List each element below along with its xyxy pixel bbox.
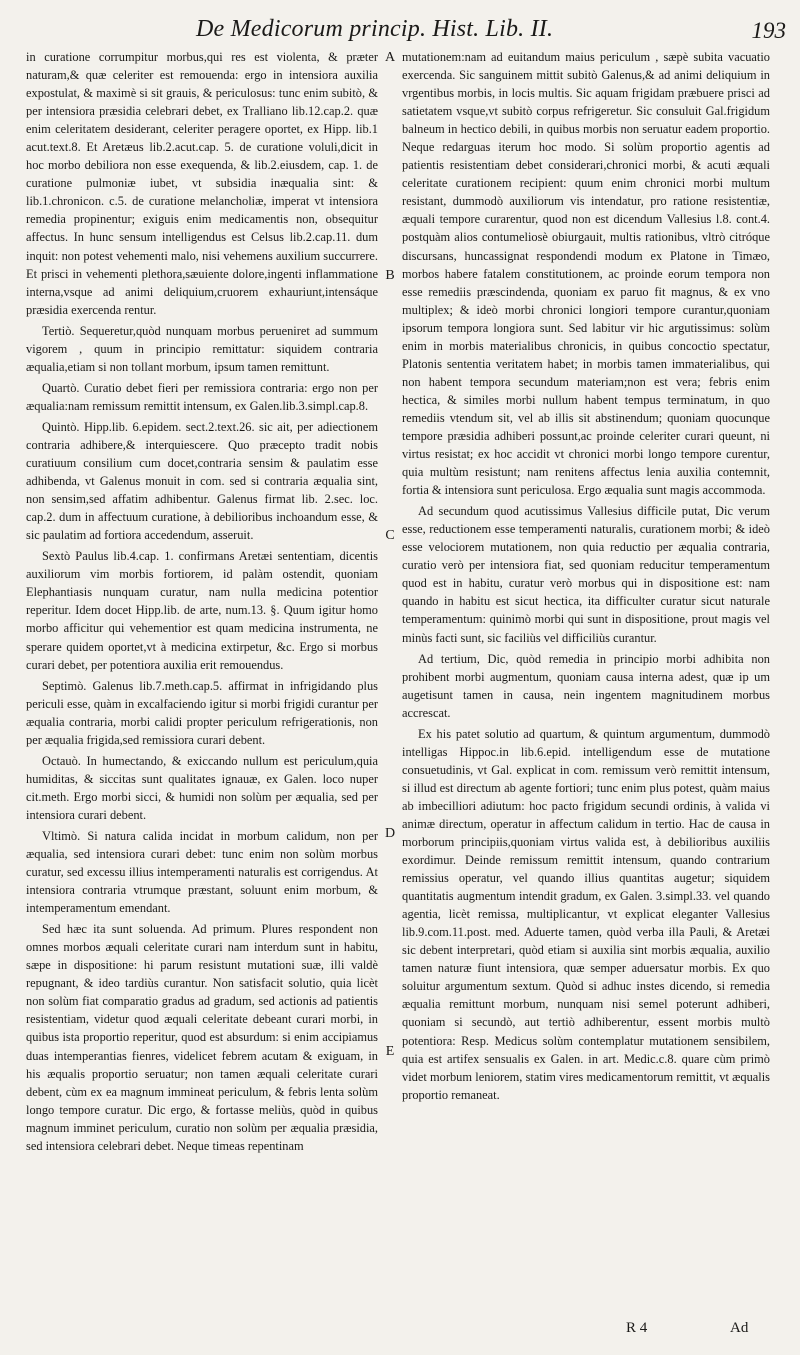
running-title: De Medicorum princip. Hist. Lib. II. — [196, 16, 554, 42]
right-paragraph-3: Ad tertium, Dic, quòd remedia in principio morbi adhibita non prohibent morbi augmentum, quoniam causa interna adest, quæ ip um augetisunt tamen in causa, nein ingentem magnitudinem morbus accrescat. — [402, 651, 770, 720]
right-paragraph-2: Ad secundum quod acutissimus Vallesius difficile putat, Dic verum esse, reductionem esse temperamenti naturalis, curationem morbi; & ideò esse velociorem mutationem, non quia reductio per æqualia contraria, curatio verò per intensiora fiat, sed quoniam reducitur temperamentum quod est in habitu, curatur verò morbus qui in dispositione est: nam quando in habitu est sicut hectica, ita difficulter curatur sicut naturale temperamentum: quinimò morbi qui sunt in dispositione, prout magis vel minùs facti sunt, sic faciliùs vel difficiliùs curantur. — [402, 504, 770, 645]
page-footer — [0, 1320, 800, 1344]
running-head — [0, 14, 800, 48]
right-paragraph-1: mutationem:nam ad euitandum maius periculum , sæpè subita vacuatio exercenda. Sic sanguinem mittit subitò Galenus,& ad animi deliquium in vrgentibus morbis, in locis multis. Sic aquam frigidam præbuere prisci ad satietatem vsque,vt subitò corpus refrigeretur. Sic consuluit Gal.frigidum balneum in hectico debili, in quibus morbis non seruatur eadem proportio. Neque redarguas iterum hoc modo. Si solùm proportio agentis ad patientis resistentiam debet considerari,chronici morbi, & acuti æquali celeritate curationem recipient: quum enim chronici morbi multum resistant, dummodò auxiliorum vis intendatur, pro ratione resistentiæ, æquali tempore curarentur, quod non est dicendum Vallesius l.8. cont.4. postquàm alios contumeliosè obiurgauit, multis rationibus, vltrò citróque discursans, huncassignat respondendi modum ex Platone in Timæo, morbos habere fatalem constitutionem, ac proinde eorum tempora non esse remediis præscindenda, quoniam ex paruo fit magnus, & ex vno multiplex; & ideò morbi chronici longiori tempore curantur,quoniam ipsorum tempora longiora sunt. Sed labitur vir hic argutissimus: solùm enim in morbis materialibus chronicis, in quibus concoctio spectatur, Platonis sententia veritatem habet; in morbis tamen immaterialibus, qui non habent tempora secundum materiam;non est vera; febris enim hectica, & similes morbi nullum habent tempus terminatum, in quo remediis vtendum sit, vel ab illis sit abstinendum; quoniam quocunque tempore præsidia adhiberi possunt,ac proinde celeriter curari queunt, ni virtus resistat; ex hoc accidit vt chronici morbi longo tempore curentur, quia multùm resistunt; nam renitens affectus lenia auxilia contemnit, fortia & intensiora sunt periculosa. Ergo æqualia sunt magis accommoda. — [402, 50, 770, 498]
left-paragraph-8: Vltimò. Si natura calida incidat in morbum calidum, non per æqualia, sed intensiora curari debet: tunc enim non solùm morbus curatur, sed excessu illius intemperamenti naturalis est corrigendus. At intensiora contraria vtrumque præstant, soluunt enim morbum, & intemperamentum emendant. — [26, 828, 378, 916]
signature-mark: R 4 — [626, 1320, 648, 1336]
right-paragraph-4: Ex his patet solutio ad quartum, & quintum argumentum, dummodò intelligas Hippoc.in lib.6.epid. intelligendum esse de mutatione consuetudinis, vt Gal. explicat in com. remissum verò remittit intensum, si illud est directum ab agente fortiori; tunc enim plus potest, quàm maius ab imbecilliori adiutum: hoc pacto frigidum secundi ordinis, à valida vi animæ directum, operatur in affectum calidum in tertio. Hac de causa in morborum principiis,quoniam virtus valida est, à debilioribus auxiliis exordimur. Deinde remissum remittit intensum, quando contrarium remissius operatur, vel quando illius quantitas augetur; siquidem quantitatis augmentum intendit gradum, ex Galen. 3.simpl.33. vel quando agentia, licèt remissa, multiplicantur, vt explicat eleganter Vallesius lib.9.com.11.post. med. Aduerte tamen, quòd verba illa Pauli, & Aretæi sic debent interpretari, quòd etiam si auxilia sint morbis æqualia, auxilio tamen naturæ fiunt intensiora, quæ semper aduersatur morbis. Ex quo soluitur argumentum sextum. Quòd si adhuc instes dicendo, si remedia æqualia remittunt morbum, nunquam nisi semel poterunt adhiberi, quoniam si secundò, aut tertiò adhiberentur, essent morbis multò potentiora: Resp. Medicus solùm contemplatur mutationem sensibilem, quia est artifex sensualis ex Galen. in art. Medic.c.8. quare cùm primò videt morbum leniorem, statim vires medicamentorum remittit, vt æqualis proportio remaneat. — [402, 726, 770, 1102]
left-paragraph-2: Tertiò. Sequeretur,quòd nunquam morbus perueniret ad summum vigorem , quum in principio remittatur: siquidem contraria æqualia,etiam si non tollant morbum, ipsum tamen remittunt. — [26, 323, 378, 374]
margin-letter-c: C — [385, 528, 395, 543]
left-paragraph-4: Quintò. Hipp.lib. 6.epidem. sect.2.text.26. sic ait, per adiectionem contraria adhibere,& interquiescere. Quo præcepto tradit nobis curatiuum consilium cum docet,contraria sensim & paulatim esse adhibenda, vt Galenus monuit in com. sed si contraria æqualia sint, non sensim,sed affatim adhibentur. Galenus firmat lib. 2.sec. loc. cap.2. dum in affectuum curatione, à debilioribus inchoandum esse, & sic paulatim ad fortiora accedendum, asseruit. — [26, 419, 378, 543]
margin-letter-b: B — [385, 268, 395, 283]
margin-letter-d: D — [384, 826, 396, 841]
left-paragraph-5: Sextò Paulus lib.4.cap. 1. confirmans Aretæi sententiam, dicentis auxiliorum vim morbis fortiorem, id palàm ostendit, quoniam Elephantiasis nunquam curatur, nam nulla medicina potentior reperitur. Idem docet Hipp.lib. de arte, num.13. §. Quum igitur homo morbo afficitur qui vehementior est quam medicina instrumenta, ne sperare quidem oportet,vt à medicina extirpetur, &c. Ergo si morbus curari debet, per potentiora auxilia erit remouendus. — [26, 549, 378, 672]
left-column — [26, 48, 378, 1158]
page-number: 193 — [751, 18, 786, 43]
margin-letter-a: A — [384, 50, 396, 65]
left-paragraph-3: Quartò. Curatio debet fieri per remissiora contraria: ergo non per æqualia:nam remissum remittit intensum, ex Galen.lib.3.simpl.cap.8. — [26, 380, 378, 413]
left-paragraph-9: Sed hæc ita sunt soluenda. Ad primum. Plures respondent non omnes morbos æquali celeritate curari nam interdum sunt in habitu, sæpe in dispositione: hi parum resistunt mutationi suæ, illi valdè repugnant, & ideo tardiùs curantur. Non satisfacit solutio, quia licèt non solùm fiat comparatio gradus ad gradum, sed actionis ad patientis resistentiam, videtur quod æquali celeritate debeant curari morbi, in quibus ista proportio reperitur, quod est absurdum: si enim accipiamus duas intemperantias fienres, videlicet febrem acutam & exiguam, in his æqualis proportio seruatur; non tamen æquali celeritate curari debent, cùm ex ea magnum immineat periculum, & febris lenta solùm longo tempore curatur. Dic ergo, & fortasse meliùs, quòd in quibus magnum imminet periculum, curatio non solùm per æqualia præsidia, sed intensiora celebrari debet. Neque timeas repentinam — [26, 922, 378, 1153]
left-paragraph-6: Septimò. Galenus lib.7.meth.cap.5. affirmat in infrigidando plus periculi esse, quàm in excalfaciendo igitur si morbi frigidi curantur per æqualia contraria, morbi calidi propter periculum refrigerationis, non per æqualia frigida,sed remissiora curari debent. — [26, 678, 378, 747]
left-paragraph-1: in curatione corrumpitur morbus,qui res est violenta, & præter naturam,& quæ celeriter est remouenda: ergo in intensiora auxilia expostulat, & maximè si sit grauis, & periculosus: tunc enim subitò, & per intensiora præsidia celebrari debet, ex Tralliano lib.12.cap.2. quæ enim celeritatem desiderant, celeriter peragere oportet, ex Hipp. lib.1 acut.text.8. Et Aretæus lib.2.acut.cap. 5. de curatione voluli,dicit in hoc morbo debiliora non esse exequenda, & lib.2.eiusdem, cap. 1. de curatione pulmoniæ iubet, vt subsidia inæqualia sint: & lib.1.chronicon. c.5. de curatione melancholiæ, imperat vt intensiora remedia propinentur; exiguis enim medicamentis non, obsequitur affectus. In hunc sensum intelligendus est Celsus lib.2.cap.11. dum inquit: non potest vehementi malo, nisi vehemens auxilium succurrere. Et prisci in vehementi plethora,sæuiente dolore,ingenti inflammatione interna,vsque ad animi deliquium,cruorem exhauriunt,intensáque præsidia exercenda rentur. — [26, 50, 378, 317]
right-column — [402, 48, 770, 1107]
margin-letter-e: E — [385, 1044, 395, 1059]
left-paragraph-7: Octauò. In humectando, & exiccando nullum est periculum,quia humiditas, & siccitas sunt qualitates ignauæ, ex Galen. loco nuper cit.meth. Ergo morbi sicci, & humidi non solùm per æqualia, sed per intensiora curari debent. — [26, 753, 378, 822]
catchword: Ad — [730, 1320, 749, 1336]
